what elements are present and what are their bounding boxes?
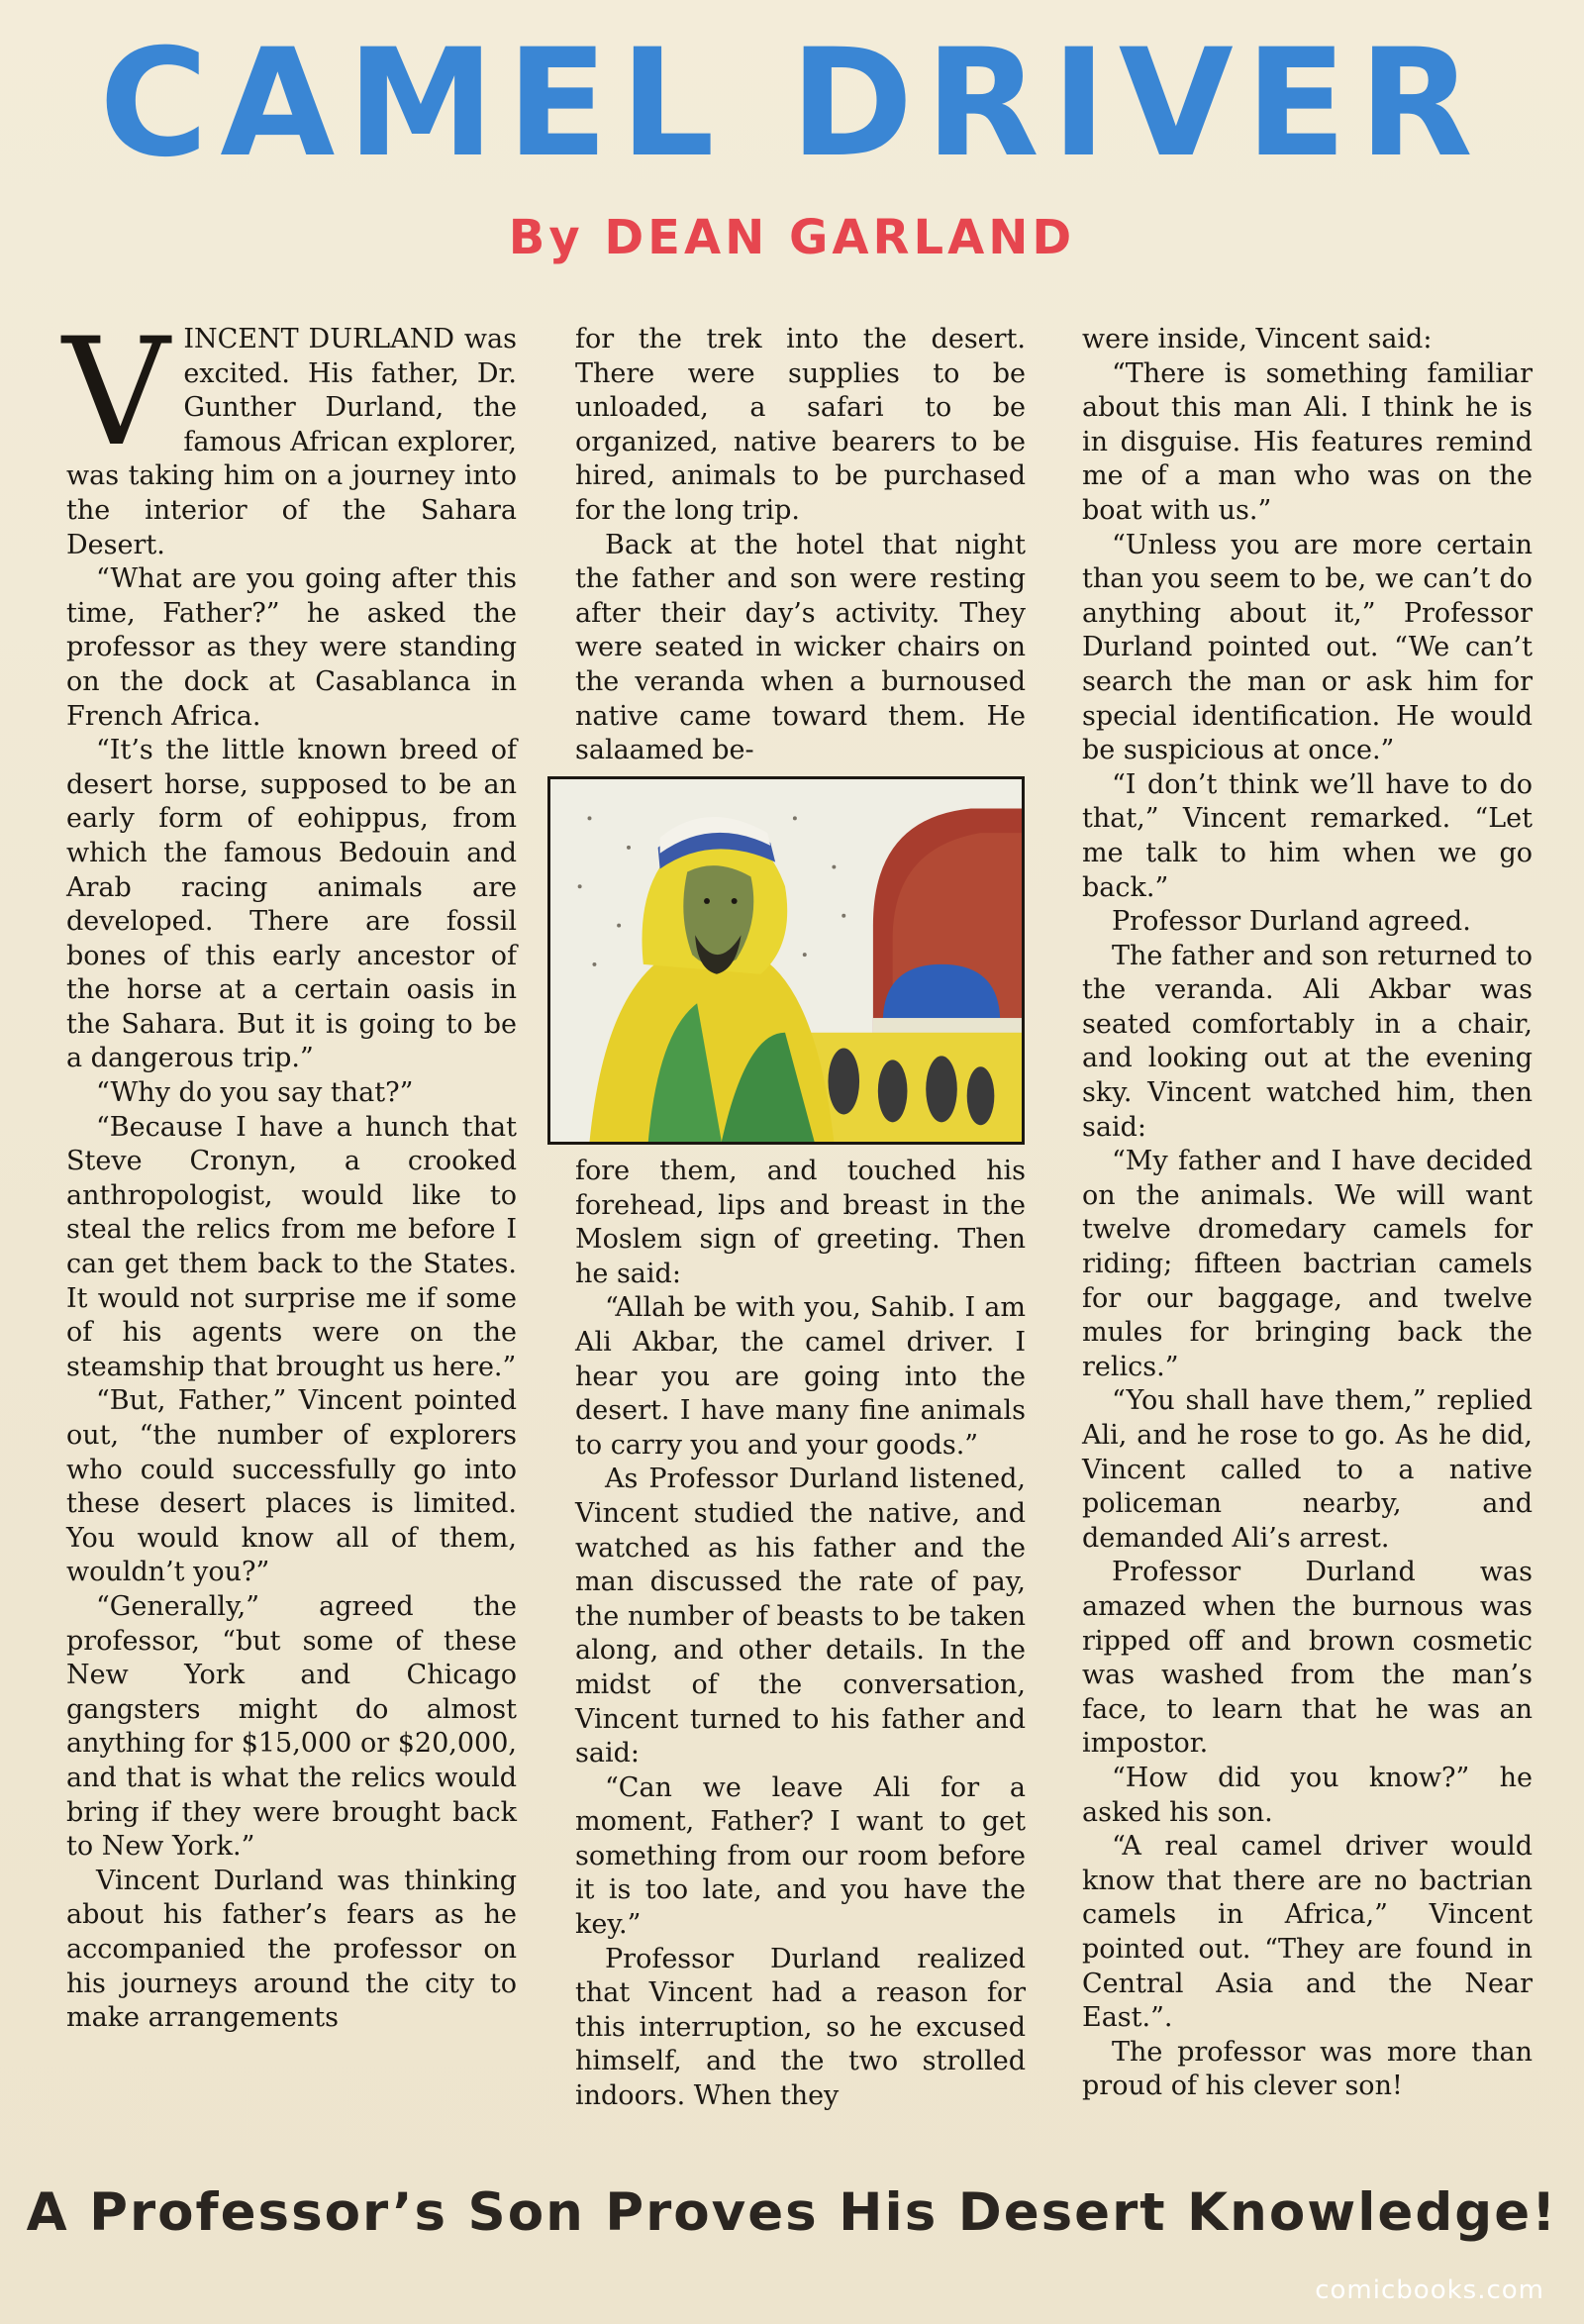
paragraph: Professor Durland agreed. bbox=[1112, 906, 1471, 938]
paragraph: Vincent Durland was thinking about his father’s fears as he accompanied the professor on his journeys around the city to make arrangements bbox=[66, 1865, 517, 2034]
paragraph: “Why do you say that?” bbox=[96, 1077, 414, 1109]
paragraph: Back at the hotel that night the father and son were resting after their day’s activity. They were seated in wicker chairs on the veranda when a burnoused native came toward them. He salaamed be- bbox=[575, 529, 1026, 766]
paragraph: “I don’t think we’ll have to do that,” Vincent remarked. “Let me talk to him when we go back.” bbox=[1082, 768, 1533, 903]
paragraph: “There is something familiar about this man Ali. I think he is in disguise. His features remind me of a man who was on the boat with us.” bbox=[1082, 357, 1533, 526]
text-column-2-bottom bbox=[575, 1155, 1026, 2114]
paragraph: “A real camel driver would know that there are no bactrian camels in Africa,” Vincent pointed out. “They are found in Central Asia and the Near East.”. bbox=[1082, 1831, 1533, 2034]
paragraph: Professor Durland realized that Vincent had a reason for this interruption, so he excused himself, and the two strolled indoors. When they bbox=[575, 1943, 1026, 2112]
story-title: CAMEL DRIVER bbox=[99, 18, 1485, 190]
paragraph: “My father and I have decided on the animals. We will want twelve dromedary camels for riding; fifteen bactrian camels for our baggage, and twelve mules for bringing back the relics.” bbox=[1082, 1146, 1533, 1382]
robed-man-illustration bbox=[547, 776, 1025, 1145]
paragraph: “Generally,” agreed the professor, “but some of these New York and Chicago gangsters might do almost anything for $15,000 or $20,000, and that is what the relics would bring if they were brought back to New York.” bbox=[66, 1590, 517, 1863]
paragraph: “It’s the little known breed of desert horse, supposed to be an early form of eohippus, from which the famous Bedouin and Arab racing animals are developed. There are fossil bones of this early ancestor of the horse at a certain oasis in the Sahara. But it is going to be a dangerous trip.” bbox=[66, 735, 517, 1074]
text-column-2-top bbox=[575, 323, 1026, 768]
paragraph: “Because I have a hunch that Steve Cronyn, a crooked anthropologist, would like to steal the relics from me before I can get them back to the States. It would not surprise me if some of his agents were on the steamship that brought us here.” bbox=[66, 1111, 517, 1382]
paragraph: “Unless you are more certain than you seem to be, we can’t do anything about it,” Professor Durland pointed out. “We can’t search the man or ask him for special identification. He would be suspicious at once.” bbox=[1082, 529, 1533, 766]
paragraph: “Allah be with you, Sahib. I am Ali Akbar, the camel driver. I hear you are going into the desert. I have many fine animals to carry you and your goods.” bbox=[575, 1292, 1026, 1461]
story-byline: By DEAN GARLAND bbox=[508, 210, 1076, 265]
paragraph: The father and son returned to the veranda. Ali Akbar was seated comfortably in a chair, and looking out at the evening sky. Vincent watched him, then said: bbox=[1082, 940, 1533, 1143]
paragraph bbox=[62, 307, 517, 562]
paragraph: fore them, and touched his forehead, lips and breast in the Moslem sign of greeting. Then he said: bbox=[575, 1156, 1026, 1289]
paragraph: As Professor Durland listened, Vincent studied the native, and watched as his father and the man discussed the rate of pay, the number of beasts to be taken along, and other details. In the midst of the conversation, Vincent turned to his father and said: bbox=[575, 1464, 1026, 1769]
source-watermark: comicbooks.com bbox=[1315, 2275, 1544, 2305]
paragraph: were inside, Vincent said: bbox=[1082, 324, 1433, 354]
text-column-1 bbox=[62, 307, 517, 2036]
paragraph: “You shall have them,” replied Ali, and he rose to go. As he did, Vincent called to a native policeman nearby, and demanded Ali’s arrest. bbox=[1082, 1385, 1533, 1554]
paragraph: “How did you know?” he asked his son. bbox=[1082, 1762, 1533, 1828]
paragraph: for the trek into the desert. There were supplies to be unloaded, a safari to be organized, native bearers to be hired, animals to be purchased for the long trip. bbox=[575, 324, 1026, 526]
paragraph: “Can we leave Ali for a moment, Father? I want to get something from our room before it is too late, and you have the key.” bbox=[575, 1771, 1026, 1941]
paragraph-text: INCENT DURLAND was excited. His father, Dr. Gunther Durland, the famous African explorer, was taking him on a journey into the interior of the Sahara Desert. bbox=[66, 324, 517, 560]
illustration-drawing bbox=[550, 779, 1022, 1142]
paragraph: “But, Father,” Vincent pointed out, “the number of explorers who could successfully go into these desert places is limited. You would know all of them, wouldn’t you?” bbox=[66, 1385, 517, 1588]
story-tagline: A Professor’s Son Proves His Desert Knowledge! bbox=[26, 2182, 1558, 2243]
paragraph: “What are you going after this time, Father?” he asked the professor as they were standing on the dock at Casablanca in French Africa. bbox=[66, 563, 517, 732]
text-column-3 bbox=[1082, 323, 1533, 2104]
paragraph: The professor was more than proud of his clever son! bbox=[1082, 2036, 1533, 2102]
paragraph: Professor Durland was amazed when the burnous was ripped off and brown cosmetic was washed from the man’s face, to learn that he was an impostor. bbox=[1082, 1557, 1533, 1760]
drop-cap: V bbox=[62, 307, 170, 479]
